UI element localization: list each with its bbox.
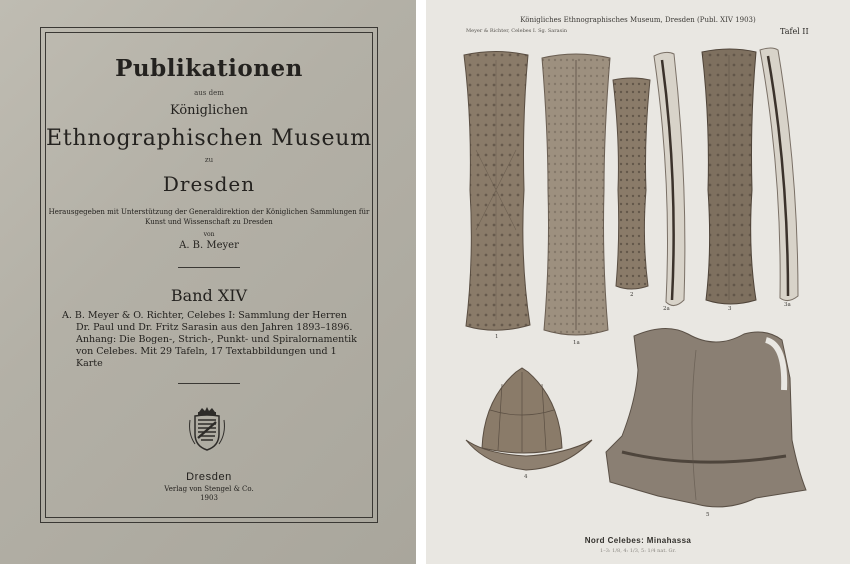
shield-2a-side [654, 52, 685, 305]
cover-year: 1903 [200, 494, 218, 502]
cover-divider-bottom [178, 383, 240, 384]
shield-1a [542, 54, 610, 335]
helmet-4 [466, 368, 592, 470]
cover-page [0, 0, 416, 564]
plate-subheader: Meyer & Richter, Celebes I. Sg. Sarasin [466, 28, 568, 34]
plate-number: 1 [495, 334, 499, 340]
cover-divider-top [178, 267, 240, 268]
cover-editor-name: A. B. Meyer [179, 240, 239, 251]
cover-editor-line2: Kunst und Wissenschaft zu Dresden [145, 218, 273, 226]
plate-page [426, 0, 850, 564]
plate-artifacts [426, 0, 850, 564]
cuirass-5 [606, 328, 806, 506]
cover-band: Band XIV [170, 286, 248, 305]
cover-publisher: Verlag von Stengel & Co. [164, 485, 254, 493]
shield-3a-side [760, 48, 798, 301]
cover-city: Dresden [162, 172, 256, 196]
cover-editor-line1: Herausgegeben mit Unterstützung der Generaldirektion der Königlichen Sammlungen für [48, 208, 370, 216]
plate-number: 3 [728, 306, 732, 312]
plate-number: 3a [784, 302, 791, 308]
cover-publisher-city: Dresden [186, 471, 232, 483]
plate-number: 2a [663, 306, 670, 312]
plate-header: Königliches Ethnographisches Museum, Dresden (Publ. XIV 1903) [520, 16, 756, 24]
cover-description-line: A. B. Meyer & O. Richter, Celebes I: Sammlung der Herren [62, 310, 347, 321]
cover-aus-dem: aus dem [194, 89, 224, 97]
cover-description-line: Anhang: Die Bogen-, Strich-, Punkt- und Spiralornamentik [76, 334, 357, 345]
plate-number: 1a [573, 340, 580, 346]
cover-von: von [203, 231, 215, 238]
shield-1 [464, 52, 530, 331]
cover-koeniglichen: Königlichen [169, 103, 249, 118]
plate-scale-note: 1–3: 1/8, 4: 1/3, 5: 1/4 nat. Gr. [600, 548, 676, 554]
plate-number: 5 [706, 512, 710, 518]
cover-zu: zu [204, 156, 214, 164]
shield-3 [702, 49, 756, 304]
saxon-crest-icon [187, 406, 227, 452]
cover-museum-name: Ethnographischen Museum [46, 126, 372, 151]
shield-2 [613, 78, 650, 289]
cover-description-line: von Celebes. Mit 29 Tafeln, 17 Textabbildungen und 1 Karte [76, 346, 337, 369]
cover-description-line: Dr. Paul und Dr. Fritz Sarasin aus den Jahren 1893–1896. [76, 322, 353, 333]
plate-number: 4 [524, 474, 528, 480]
cover-title: Publikationen [115, 55, 303, 82]
plate-number: 2 [630, 292, 634, 298]
cover-description [62, 310, 362, 370]
plate-tafel-label: Tafel II [780, 27, 809, 36]
plate-caption: Nord Celebes: Minahassa [584, 536, 692, 545]
